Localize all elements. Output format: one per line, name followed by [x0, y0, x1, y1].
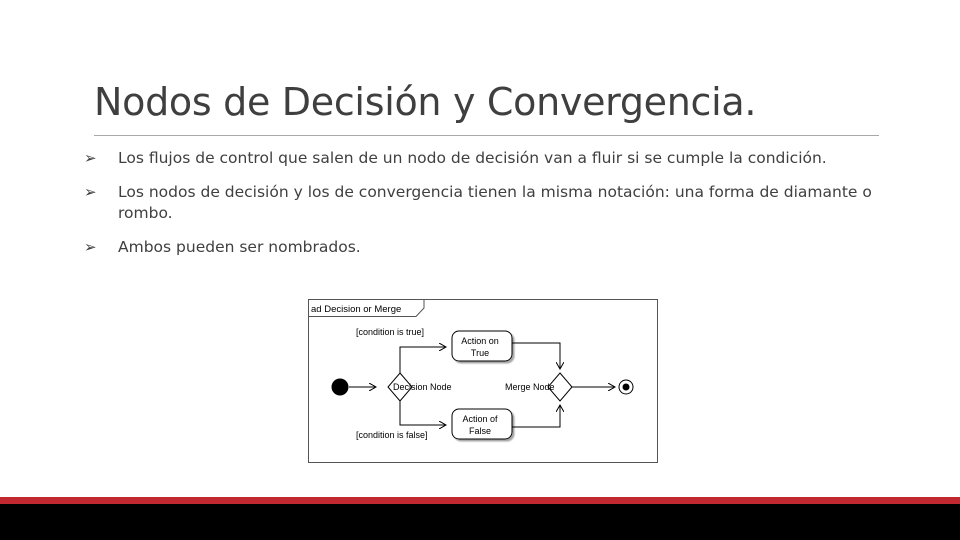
action-true-line2: True: [470, 348, 490, 358]
bullet-item: [84, 148, 874, 169]
action-true-line1: Action on: [461, 336, 499, 346]
initial-node: [332, 379, 349, 396]
arrowhead-bullet-icon: ➢: [84, 149, 97, 167]
bullet-item: [84, 237, 874, 258]
arrowhead-bullet-icon: ➢: [84, 183, 97, 201]
decision-node-label: Decision Node: [393, 382, 452, 392]
bullet-text: Los nodos de decisión y los de convergencia tienen la misma notación: una forma de diamante o rombo.: [118, 183, 872, 222]
merge-node-label: Merge Node: [505, 382, 555, 392]
final-node-core: [623, 384, 630, 391]
title-divider: [94, 135, 879, 136]
frame-label: ad Decision or Merge: [311, 304, 402, 315]
guard-true: [condition is true]: [356, 327, 425, 337]
bullet-list: [84, 148, 874, 271]
diagram-canvas: [308, 299, 658, 463]
footer-bar: [0, 504, 960, 540]
uml-activity-diagram: [308, 299, 658, 463]
guard-false: [condition is false]: [356, 430, 428, 440]
bullet-text: Los flujos de control que salen de un nodo de decisión van a fluir si se cumple la condición.: [118, 149, 827, 167]
slide-title: Nodos de Decisión y Convergencia.: [94, 80, 757, 124]
footer-accent-bar: [0, 497, 960, 504]
bullet-text: Ambos pueden ser nombrados.: [118, 238, 361, 256]
arrowhead-bullet-icon: ➢: [84, 238, 97, 256]
action-false-line2: False: [468, 426, 492, 436]
bullet-item: [84, 182, 874, 224]
action-false-line1: Action of: [462, 414, 498, 424]
